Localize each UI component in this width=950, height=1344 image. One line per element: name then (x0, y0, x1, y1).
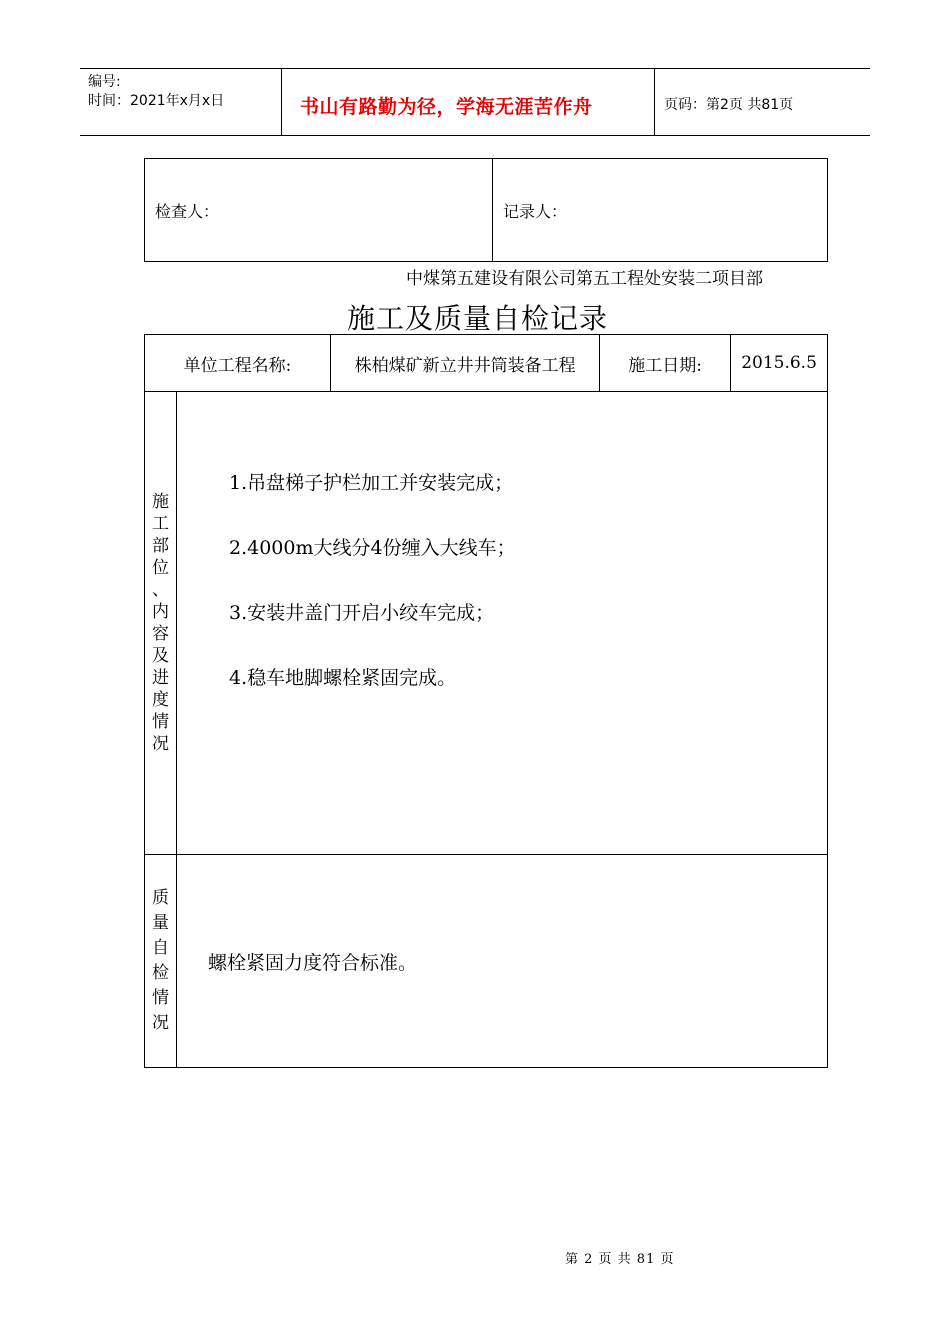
label-char: 质 (152, 888, 169, 908)
progress-label (145, 392, 177, 855)
motto-text: 书山有路勤为径，学海无涯苦作舟 (300, 96, 593, 118)
label-char: 进 (152, 668, 169, 688)
record-table (144, 334, 828, 1068)
progress-item: 4.稳车地脚螺栓紧固完成。 (229, 667, 457, 689)
label-char: 况 (152, 734, 169, 754)
header-bottom-rule (80, 135, 870, 136)
signoff-table (144, 158, 828, 262)
header-divider (654, 68, 655, 136)
label-char: 自 (152, 938, 169, 958)
page-footer: 第 2 页 共 81 页 (565, 1252, 675, 1267)
label-char: 度 (152, 690, 169, 710)
label-char: 、 (152, 580, 169, 600)
label-char: 检 (152, 963, 169, 983)
inspector-cell (145, 159, 493, 262)
header-divider (281, 68, 282, 136)
label-char: 施 (152, 492, 169, 512)
progress-item: 3.安装井盖门开启小绞车完成； (229, 602, 495, 624)
unit-name-label: 单位工程名称: (145, 335, 331, 392)
code-label: 编号: (88, 74, 121, 90)
label-char: 工 (152, 514, 169, 534)
quality-row (145, 855, 828, 1068)
page-info: 页码：第2页 共81页 (664, 97, 794, 113)
label-char: 情 (152, 988, 169, 1008)
label-char: 量 (152, 913, 169, 933)
quality-label (145, 855, 177, 1068)
quality-content (177, 855, 828, 1068)
header-top-rule (80, 68, 870, 69)
progress-row (145, 392, 828, 855)
label-char: 内 (152, 602, 169, 622)
page-title: 施工及质量自检记录 (347, 302, 609, 335)
recorder-cell (493, 159, 828, 262)
progress-content (177, 392, 828, 855)
inspector-label: 检查人： (155, 201, 220, 221)
label-char: 及 (152, 646, 169, 666)
progress-item: 2.4000m大线分4份缠入大线车； (229, 537, 516, 559)
date-value: 2015.6.5 (731, 335, 828, 392)
label-char: 部 (152, 536, 169, 556)
label-char: 容 (152, 624, 169, 644)
quality-text: 螺栓紧固力度符合标准。 (208, 951, 418, 974)
label-char: 况 (152, 1013, 169, 1033)
label-char: 位 (152, 558, 169, 578)
recorder-label: 记录人： (503, 201, 568, 221)
company-name: 中煤第五建设有限公司第五工程处安装二项目部 (406, 269, 763, 289)
time-label: 时间：2021年x月x日 (88, 93, 225, 109)
date-label: 施工日期: (600, 335, 731, 392)
info-row (145, 335, 828, 392)
label-char: 情 (152, 712, 169, 732)
unit-name-value: 株柏煤矿新立井井筒装备工程 (331, 335, 600, 392)
progress-item: 1.吊盘梯子护栏加工并安装完成； (229, 472, 514, 494)
